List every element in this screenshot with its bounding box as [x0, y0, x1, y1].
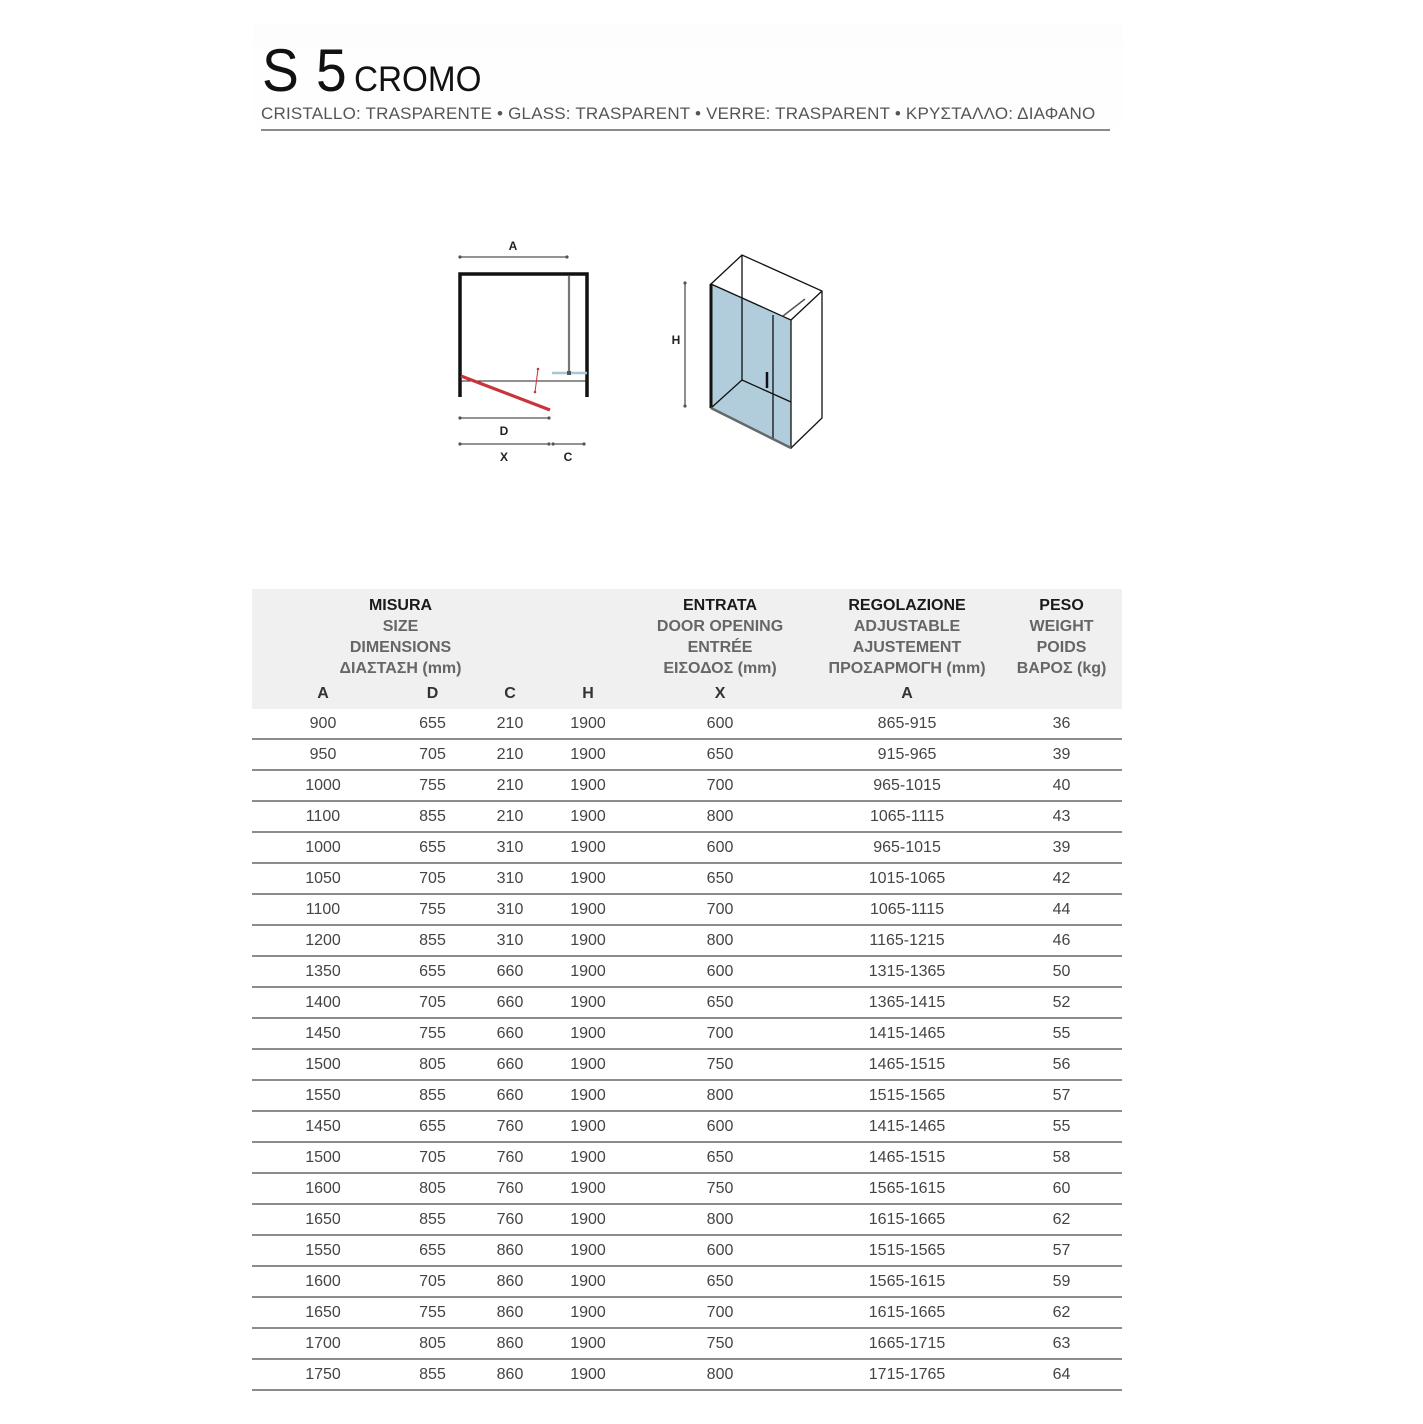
label-a: A	[508, 239, 518, 253]
cell-weight: 39	[1001, 832, 1122, 863]
cell-h: 1900	[549, 1173, 627, 1204]
cell-x: 800	[627, 1359, 813, 1390]
glass-description: CRISTALLO: TRASPARENTE • GLASS: TRASPARENT • VERRE: TRASPARENT • ΚΡΥΣΤΑΛΛΟ: ΔΙΑΦΑΝΟ	[261, 104, 1096, 123]
cell-adjust-range: 1065-1115	[813, 894, 1001, 925]
cell-d: 705	[394, 739, 471, 770]
table-row	[252, 1328, 1122, 1359]
cell-d: 705	[394, 863, 471, 894]
cell-a: 1100	[252, 894, 394, 925]
table-row	[252, 863, 1122, 894]
cell-a: 1000	[252, 832, 394, 863]
cell-adjust-range: 1415-1465	[813, 1018, 1001, 1049]
cell-adjust-range: 1615-1665	[813, 1204, 1001, 1235]
cell-x: 800	[627, 1204, 813, 1235]
cell-c: 660	[471, 956, 549, 987]
cell-c: 310	[471, 863, 549, 894]
cell-d: 855	[394, 925, 471, 956]
cell-adjust-range: 1615-1665	[813, 1297, 1001, 1328]
table-column-headers	[252, 679, 1122, 709]
column-header-a: A	[317, 685, 329, 702]
support-bar	[783, 299, 805, 316]
cell-weight: 43	[1001, 801, 1122, 832]
column-header-c: C	[504, 685, 516, 702]
perspective-diagram	[660, 240, 840, 460]
cell-d: 705	[394, 1266, 471, 1297]
cell-c: 860	[471, 1235, 549, 1266]
cell-adjust-range: 965-1015	[813, 770, 1001, 801]
cell-weight: 46	[1001, 925, 1122, 956]
table-row	[252, 1173, 1122, 1204]
table-row	[252, 1297, 1122, 1328]
header-line: POIDS	[1036, 639, 1087, 656]
cell-c: 310	[471, 894, 549, 925]
cell-a: 1550	[252, 1080, 394, 1111]
header-line: SIZE	[382, 618, 419, 635]
header-line: ΒΑΡΟΣ (kg)	[1016, 660, 1107, 677]
cell-a: 1750	[252, 1359, 394, 1390]
cell-a: 1000	[252, 770, 394, 801]
cell-x: 750	[627, 1328, 813, 1359]
cell-a: 1350	[252, 956, 394, 987]
cell-x: 650	[627, 863, 813, 894]
cell-d: 805	[394, 1049, 471, 1080]
cell-adjust-range: 1465-1515	[813, 1049, 1001, 1080]
header-line: ΔΙΑΣΤΑΣΗ (mm)	[339, 660, 462, 677]
cell-x: 650	[627, 1266, 813, 1297]
cell-h: 1900	[549, 1266, 627, 1297]
header-line: AJUSTEMENT	[852, 639, 962, 656]
cell-weight: 63	[1001, 1328, 1122, 1359]
cell-c: 210	[471, 709, 549, 739]
cell-weight: 59	[1001, 1266, 1122, 1297]
header-line: WEIGHT	[1029, 618, 1094, 635]
cell-weight: 36	[1001, 709, 1122, 739]
table-row	[252, 925, 1122, 956]
cell-adjust-range: 1565-1615	[813, 1173, 1001, 1204]
table-row	[252, 1359, 1122, 1390]
header-line: DIMENSIONS	[349, 639, 452, 656]
cell-a: 1400	[252, 987, 394, 1018]
cell-a: 1700	[252, 1328, 394, 1359]
cell-d: 805	[394, 1173, 471, 1204]
table-row	[252, 770, 1122, 801]
column-header-weight	[1001, 679, 1122, 709]
cell-weight: 56	[1001, 1049, 1122, 1080]
cell-weight: 52	[1001, 987, 1122, 1018]
header-size	[252, 589, 549, 679]
table-row	[252, 1018, 1122, 1049]
table-row	[252, 832, 1122, 863]
cell-c: 860	[471, 1328, 549, 1359]
cell-adjust-range: 1365-1415	[813, 987, 1001, 1018]
label-d: D	[499, 424, 509, 438]
cell-x: 700	[627, 1297, 813, 1328]
cell-weight: 42	[1001, 863, 1122, 894]
cell-a: 1600	[252, 1173, 394, 1204]
model-name: S 5	[262, 37, 348, 104]
table-row	[252, 709, 1122, 739]
cell-d: 655	[394, 1111, 471, 1142]
table-row	[252, 801, 1122, 832]
cell-c: 760	[471, 1204, 549, 1235]
column-header-d: D	[426, 685, 439, 702]
cell-h: 1900	[549, 801, 627, 832]
cell-c: 210	[471, 801, 549, 832]
cell-weight: 62	[1001, 1297, 1122, 1328]
column-header-adjust-a: A	[901, 685, 913, 702]
table-row	[252, 1142, 1122, 1173]
cell-x: 600	[627, 709, 813, 739]
cell-h: 1900	[549, 894, 627, 925]
cell-adjust-range: 1315-1365	[813, 956, 1001, 987]
table-row	[252, 1080, 1122, 1111]
cell-c: 210	[471, 770, 549, 801]
cell-a: 1050	[252, 863, 394, 894]
cell-h: 1900	[549, 1018, 627, 1049]
header-spacer	[549, 589, 627, 679]
table-row	[252, 894, 1122, 925]
cell-c: 760	[471, 1173, 549, 1204]
cell-x: 600	[627, 1111, 813, 1142]
label-c: C	[563, 450, 573, 464]
cell-d: 855	[394, 1359, 471, 1390]
table-row	[252, 987, 1122, 1018]
header-line: ADJUSTABLE	[853, 618, 961, 635]
cell-a: 1200	[252, 925, 394, 956]
table-row	[252, 1049, 1122, 1080]
header-line: PESO	[1039, 597, 1084, 614]
cell-h: 1900	[549, 832, 627, 863]
cell-d: 705	[394, 1142, 471, 1173]
cell-a: 1650	[252, 1204, 394, 1235]
cell-x: 700	[627, 770, 813, 801]
cell-h: 1900	[549, 863, 627, 894]
table-row	[252, 1235, 1122, 1266]
cell-d: 655	[394, 1235, 471, 1266]
cell-weight: 55	[1001, 1018, 1122, 1049]
cell-x: 600	[627, 1235, 813, 1266]
cell-h: 1900	[549, 1297, 627, 1328]
cell-d: 755	[394, 1297, 471, 1328]
finish-name: CROMO	[353, 60, 481, 99]
cell-x: 650	[627, 987, 813, 1018]
cell-d: 855	[394, 1204, 471, 1235]
cell-adjust-range: 965-1015	[813, 832, 1001, 863]
cell-c: 860	[471, 1266, 549, 1297]
label-h: H	[671, 333, 681, 347]
cell-c: 660	[471, 987, 549, 1018]
cell-a: 1500	[252, 1142, 394, 1173]
cell-d: 755	[394, 770, 471, 801]
cell-weight: 50	[1001, 956, 1122, 987]
cell-c: 210	[471, 739, 549, 770]
header-line: ΠΡΟΣΑΡΜΟΓΗ (mm)	[828, 660, 986, 677]
cell-c: 660	[471, 1018, 549, 1049]
cell-a: 1450	[252, 1018, 394, 1049]
cell-weight: 62	[1001, 1204, 1122, 1235]
cell-adjust-range: 1465-1515	[813, 1142, 1001, 1173]
cell-d: 655	[394, 832, 471, 863]
table-row	[252, 1204, 1122, 1235]
cell-x: 650	[627, 1142, 813, 1173]
cell-d: 655	[394, 709, 471, 739]
cell-h: 1900	[549, 1204, 627, 1235]
cell-a: 900	[252, 709, 394, 739]
title-block	[253, 24, 1123, 152]
cell-adjust-range: 1515-1565	[813, 1080, 1001, 1111]
title-divider	[261, 129, 1110, 131]
dimensions-table	[252, 589, 1122, 1391]
cell-c: 860	[471, 1297, 549, 1328]
cell-weight: 55	[1001, 1111, 1122, 1142]
cell-adjust-range: 1515-1565	[813, 1235, 1001, 1266]
cell-x: 600	[627, 832, 813, 863]
cell-h: 1900	[549, 925, 627, 956]
cell-d: 755	[394, 894, 471, 925]
cell-adjust-range: 1715-1765	[813, 1359, 1001, 1390]
cell-h: 1900	[549, 956, 627, 987]
cell-h: 1900	[549, 1111, 627, 1142]
cell-h: 1900	[549, 987, 627, 1018]
cell-h: 1900	[549, 1235, 627, 1266]
table-header-groups	[252, 589, 1122, 679]
cell-x: 750	[627, 1173, 813, 1204]
cell-c: 760	[471, 1142, 549, 1173]
cell-d: 855	[394, 801, 471, 832]
header-weight	[1001, 589, 1122, 679]
header-adjustable	[813, 589, 1001, 679]
cell-weight: 64	[1001, 1359, 1122, 1390]
cell-h: 1900	[549, 1328, 627, 1359]
cell-weight: 58	[1001, 1142, 1122, 1173]
header-line: ΕΙΣΟΔΟΣ (mm)	[663, 660, 777, 677]
cell-h: 1900	[549, 1080, 627, 1111]
table-row	[252, 1111, 1122, 1142]
cell-adjust-range: 1015-1065	[813, 863, 1001, 894]
cell-a: 1550	[252, 1235, 394, 1266]
cell-a: 1100	[252, 801, 394, 832]
table-row	[252, 739, 1122, 770]
label-x: X	[499, 450, 509, 464]
cell-weight: 57	[1001, 1235, 1122, 1266]
cell-a: 1600	[252, 1266, 394, 1297]
cell-x: 600	[627, 956, 813, 987]
cell-d: 855	[394, 1080, 471, 1111]
cell-d: 705	[394, 987, 471, 1018]
column-header-h: H	[582, 685, 594, 702]
cell-c: 310	[471, 925, 549, 956]
cell-h: 1900	[549, 1049, 627, 1080]
table-row	[252, 1266, 1122, 1297]
cell-adjust-range: 1565-1615	[813, 1266, 1001, 1297]
cell-a: 1450	[252, 1111, 394, 1142]
cell-weight: 44	[1001, 894, 1122, 925]
cell-c: 660	[471, 1049, 549, 1080]
glass-front	[711, 284, 791, 448]
cell-a: 1650	[252, 1297, 394, 1328]
cell-adjust-range: 1165-1215	[813, 925, 1001, 956]
cell-d: 755	[394, 1018, 471, 1049]
cell-adjust-range: 915-965	[813, 739, 1001, 770]
cell-h: 1900	[549, 770, 627, 801]
cell-h: 1900	[549, 739, 627, 770]
header-line: MISURA	[368, 597, 433, 614]
header-line: DOOR OPENING	[656, 618, 784, 635]
cell-x: 700	[627, 1018, 813, 1049]
cell-x: 700	[627, 894, 813, 925]
cell-adjust-range: 1665-1715	[813, 1328, 1001, 1359]
header-line: REGOLAZIONE	[848, 597, 966, 614]
cell-a: 1500	[252, 1049, 394, 1080]
cell-d: 655	[394, 956, 471, 987]
cell-weight: 39	[1001, 739, 1122, 770]
cell-c: 310	[471, 832, 549, 863]
cell-adjust-range: 1415-1465	[813, 1111, 1001, 1142]
cell-weight: 40	[1001, 770, 1122, 801]
cell-h: 1900	[549, 1359, 627, 1390]
cell-x: 800	[627, 925, 813, 956]
column-header-x: X	[714, 685, 726, 702]
cell-c: 860	[471, 1359, 549, 1390]
cell-weight: 60	[1001, 1173, 1122, 1204]
header-line: ENTRÉE	[687, 639, 753, 656]
table-body	[252, 709, 1122, 1390]
cell-x: 750	[627, 1049, 813, 1080]
header-line: ENTRATA	[683, 597, 758, 614]
cell-x: 650	[627, 739, 813, 770]
cell-x: 800	[627, 801, 813, 832]
cell-h: 1900	[549, 709, 627, 739]
cell-weight: 57	[1001, 1080, 1122, 1111]
cell-c: 760	[471, 1111, 549, 1142]
plan-view-diagram	[440, 230, 610, 470]
cell-c: 660	[471, 1080, 549, 1111]
cell-d: 805	[394, 1328, 471, 1359]
cell-adjust-range: 1065-1115	[813, 801, 1001, 832]
table-row	[252, 956, 1122, 987]
cell-a: 950	[252, 739, 394, 770]
product-title	[262, 36, 488, 105]
cell-x: 800	[627, 1080, 813, 1111]
cell-adjust-range: 865-915	[813, 709, 1001, 739]
cell-h: 1900	[549, 1142, 627, 1173]
header-door-opening	[627, 589, 813, 679]
